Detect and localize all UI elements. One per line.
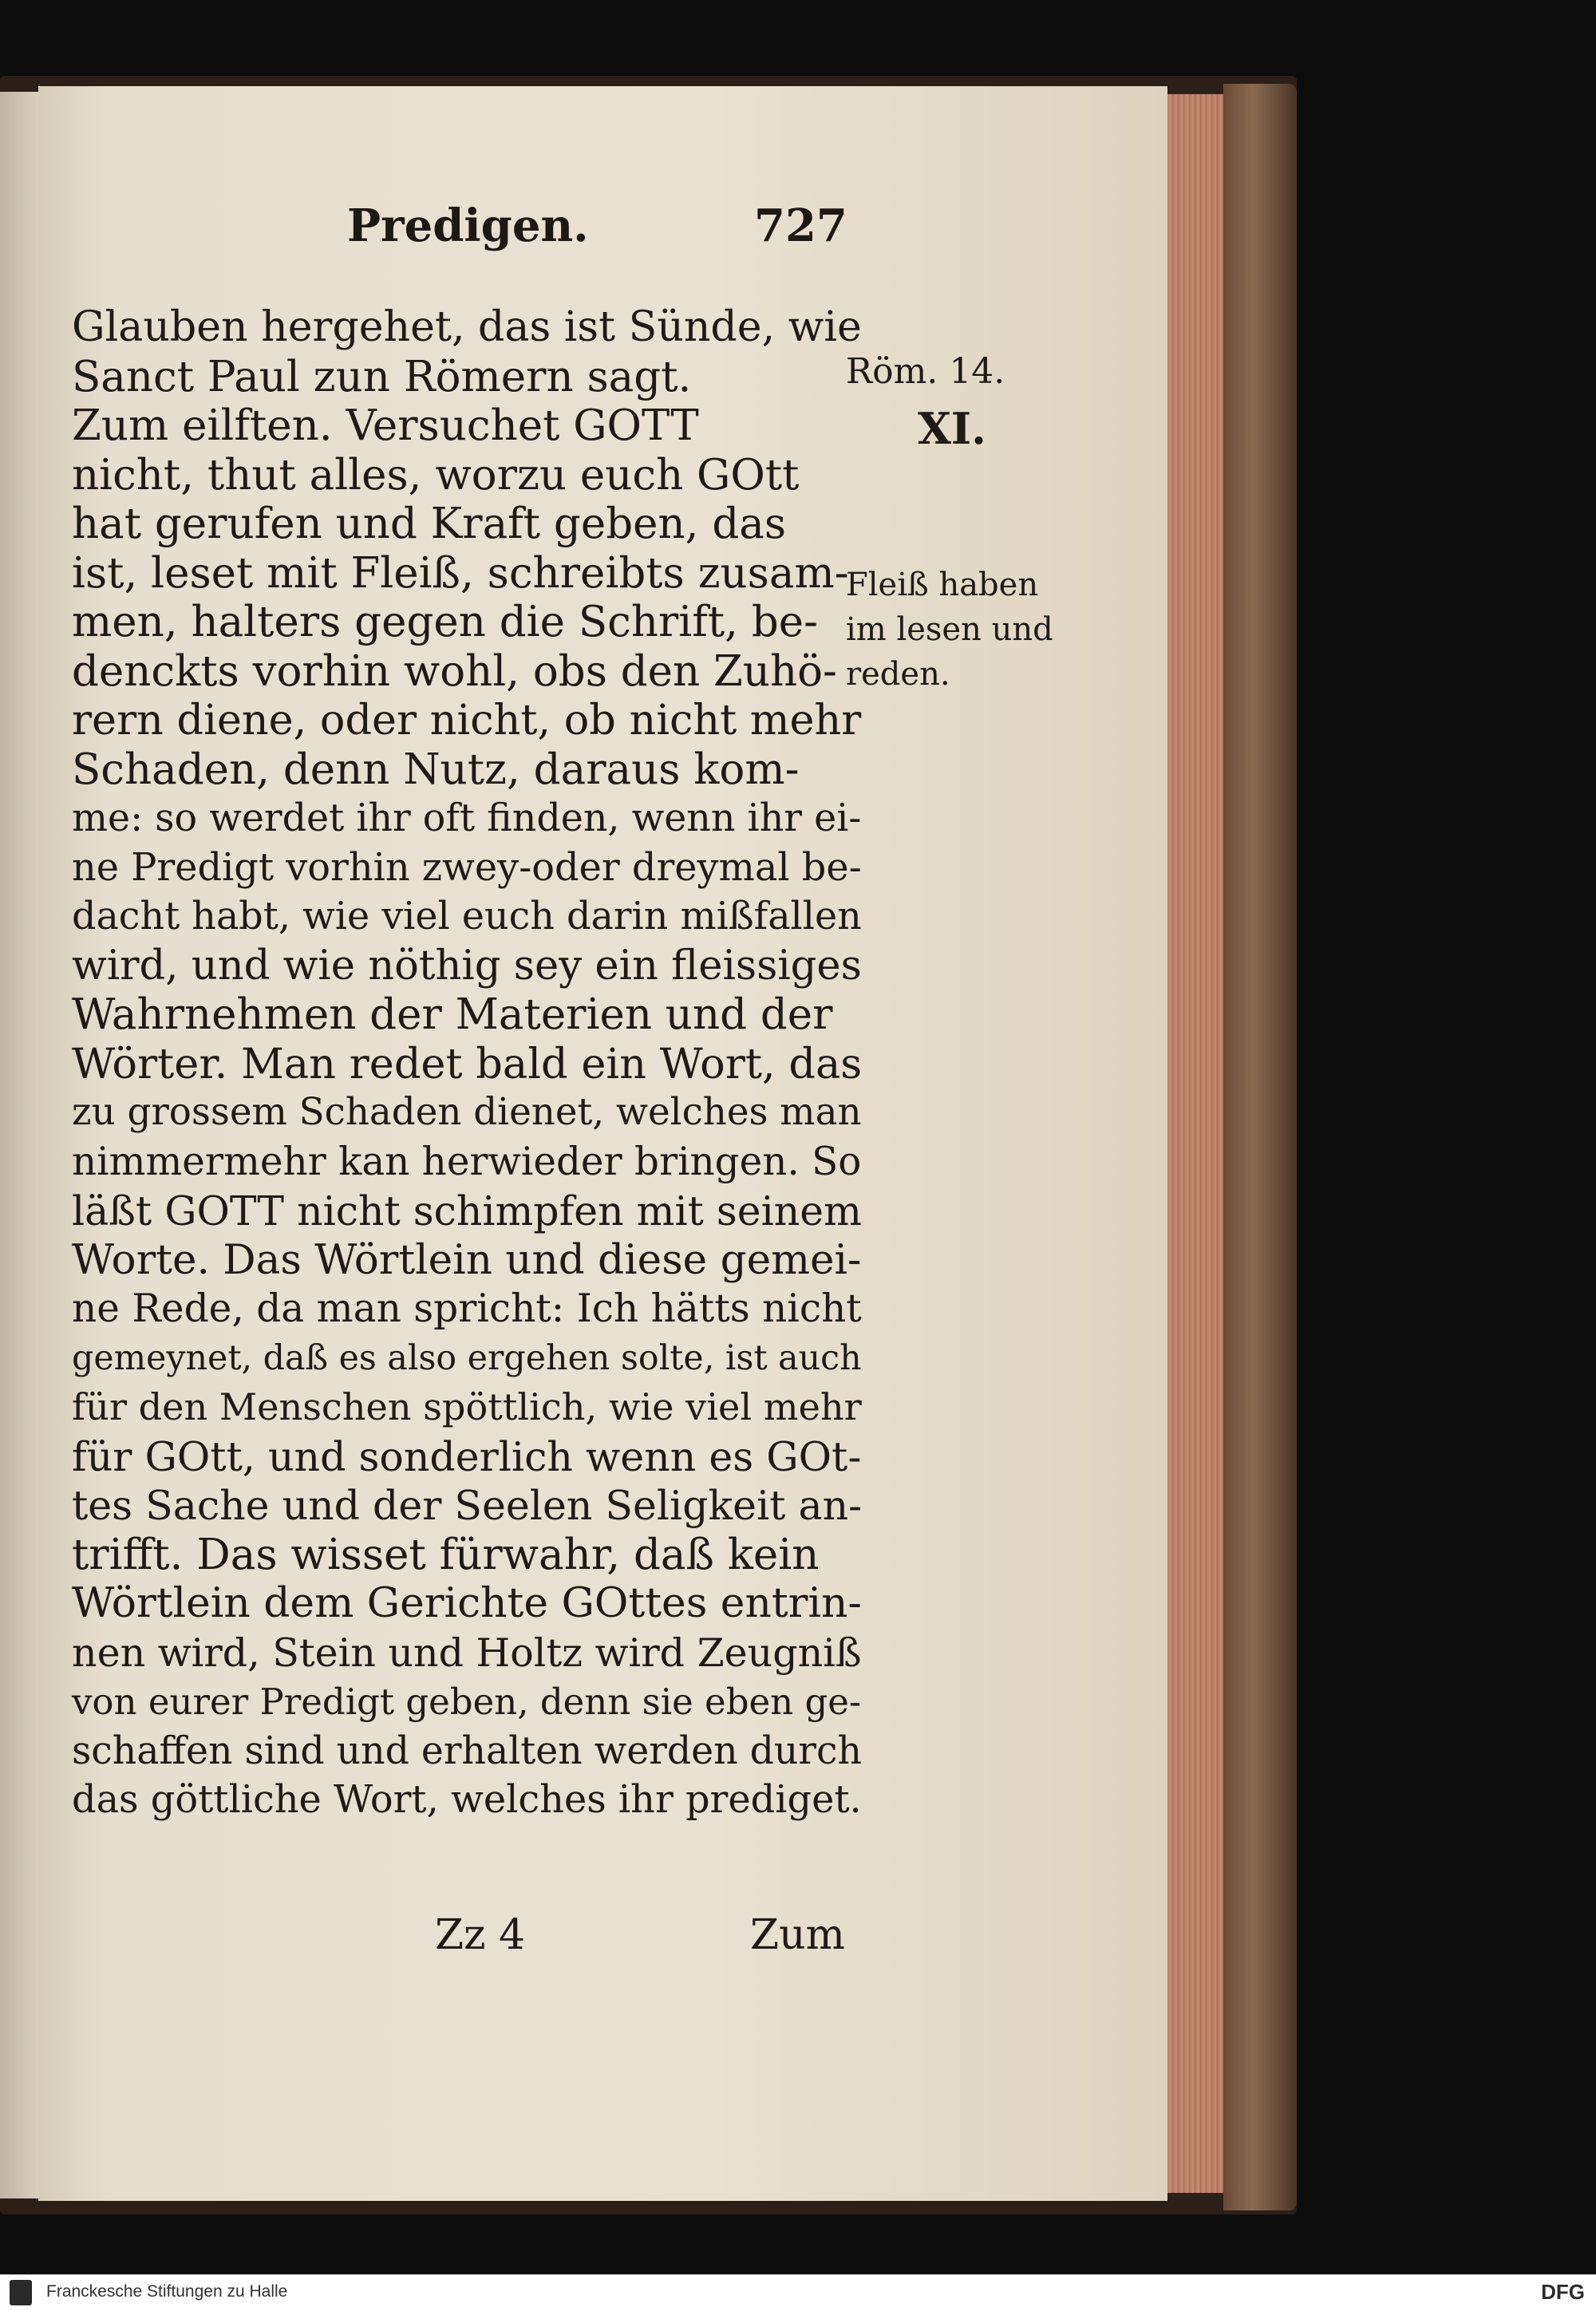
text-line: das göttliche Wort, welches ihr prediget.	[72, 1778, 862, 1822]
text-line: Zum eilften. Versuchet GOTT	[72, 401, 699, 450]
text-line: Sanct Paul zun Römern sagt.	[72, 352, 692, 401]
running-header	[347, 199, 847, 263]
margin-reference: Röm. 14.	[846, 351, 1005, 392]
text-line: Schaden, denn Nutz, daraus kom-	[72, 745, 800, 794]
text-line: wird, und wie nöthig sey ein fleissiges	[72, 942, 862, 990]
text-line: ist, leset mit Fleiß, schreibts zusam-	[72, 548, 849, 598]
page-block-edge	[1167, 94, 1223, 2193]
text-line: dacht habt, wie viel euch darin mißfallen	[72, 895, 862, 938]
text-line: ne Rede, da man spricht: Ich hätts nicht	[72, 1286, 862, 1331]
body-text	[72, 303, 862, 1825]
text-line: von eurer Predigt geben, denn sie eben ge-	[72, 1681, 862, 1723]
text-line: nen wird, Stein und Holtz wird Zeugniß	[72, 1629, 862, 1676]
text-line: ne Predigt vorhin zwey-oder dreymal be-	[72, 845, 862, 890]
text-line: tes Sache und der Seelen Seligkeit an-	[72, 1482, 862, 1529]
text-line: nimmermehr kan herwieder bringen. So	[72, 1139, 862, 1184]
margin-note-line: Fleiß haben	[846, 567, 1039, 603]
dfg-logo: DFG	[1541, 2280, 1585, 2304]
text-line: Glauben hergehet, das ist Sünde, wie	[72, 303, 862, 351]
footer-bar	[0, 2274, 1596, 2311]
facing-page-edge	[0, 92, 38, 2198]
text-line: hat gerufen und Kraft geben, das	[72, 500, 787, 548]
text-line: läßt GOTT nicht schimpfen mit seinem	[72, 1187, 862, 1235]
running-title: Predigen.	[347, 199, 589, 252]
text-line: schaffen sind und erhalten werden durch	[72, 1728, 862, 1773]
text-line: Wahrnehmen der Materien und der	[72, 990, 833, 1039]
text-line: denckts vorhin wohl, obs den Zuhö-	[72, 646, 837, 696]
signature-mark: Zz 4	[435, 1911, 526, 1959]
text-line: me: so werdet ihr oft finden, wenn ihr ei-	[72, 796, 862, 840]
margin-note-line: reden.	[846, 656, 950, 693]
text-line: für GOtt, und sonderlich wenn es GOt-	[72, 1432, 862, 1480]
text-line: gemeynet, daß es also ergehen solte, ist auch	[72, 1337, 862, 1378]
text-line: Wörtlein dem Gerichte GOttes entrin-	[72, 1579, 862, 1627]
catchword: Zum	[750, 1911, 845, 1959]
institution-name: Franckesche Stiftungen zu Halle	[46, 2282, 288, 2301]
margin-note-line: im lesen und	[846, 611, 1053, 648]
section-number: XI.	[918, 403, 986, 454]
page-number: 727	[754, 199, 847, 252]
text-line: Worte. Das Wörtlein und diese gemei-	[72, 1235, 862, 1284]
text-line: rern diene, oder nicht, ob nicht mehr	[72, 696, 862, 745]
margin-note	[846, 563, 1053, 697]
text-line: men, halters gegen die Schrift, be-	[72, 598, 819, 646]
text-line: für den Menschen spöttlich, wie viel mehr	[72, 1385, 862, 1428]
institution-logo-icon	[10, 2280, 32, 2305]
text-line: Wörter. Man redet bald ein Wort, das	[72, 1039, 862, 1088]
cover-edge	[1223, 84, 1297, 2210]
text-line: zu grossem Schaden dienet, welches man	[72, 1091, 862, 1134]
text-line: nicht, thut alles, worzu euch GOtt	[72, 450, 800, 500]
text-line: trifft. Das wisset fürwahr, daß kein	[72, 1530, 820, 1579]
